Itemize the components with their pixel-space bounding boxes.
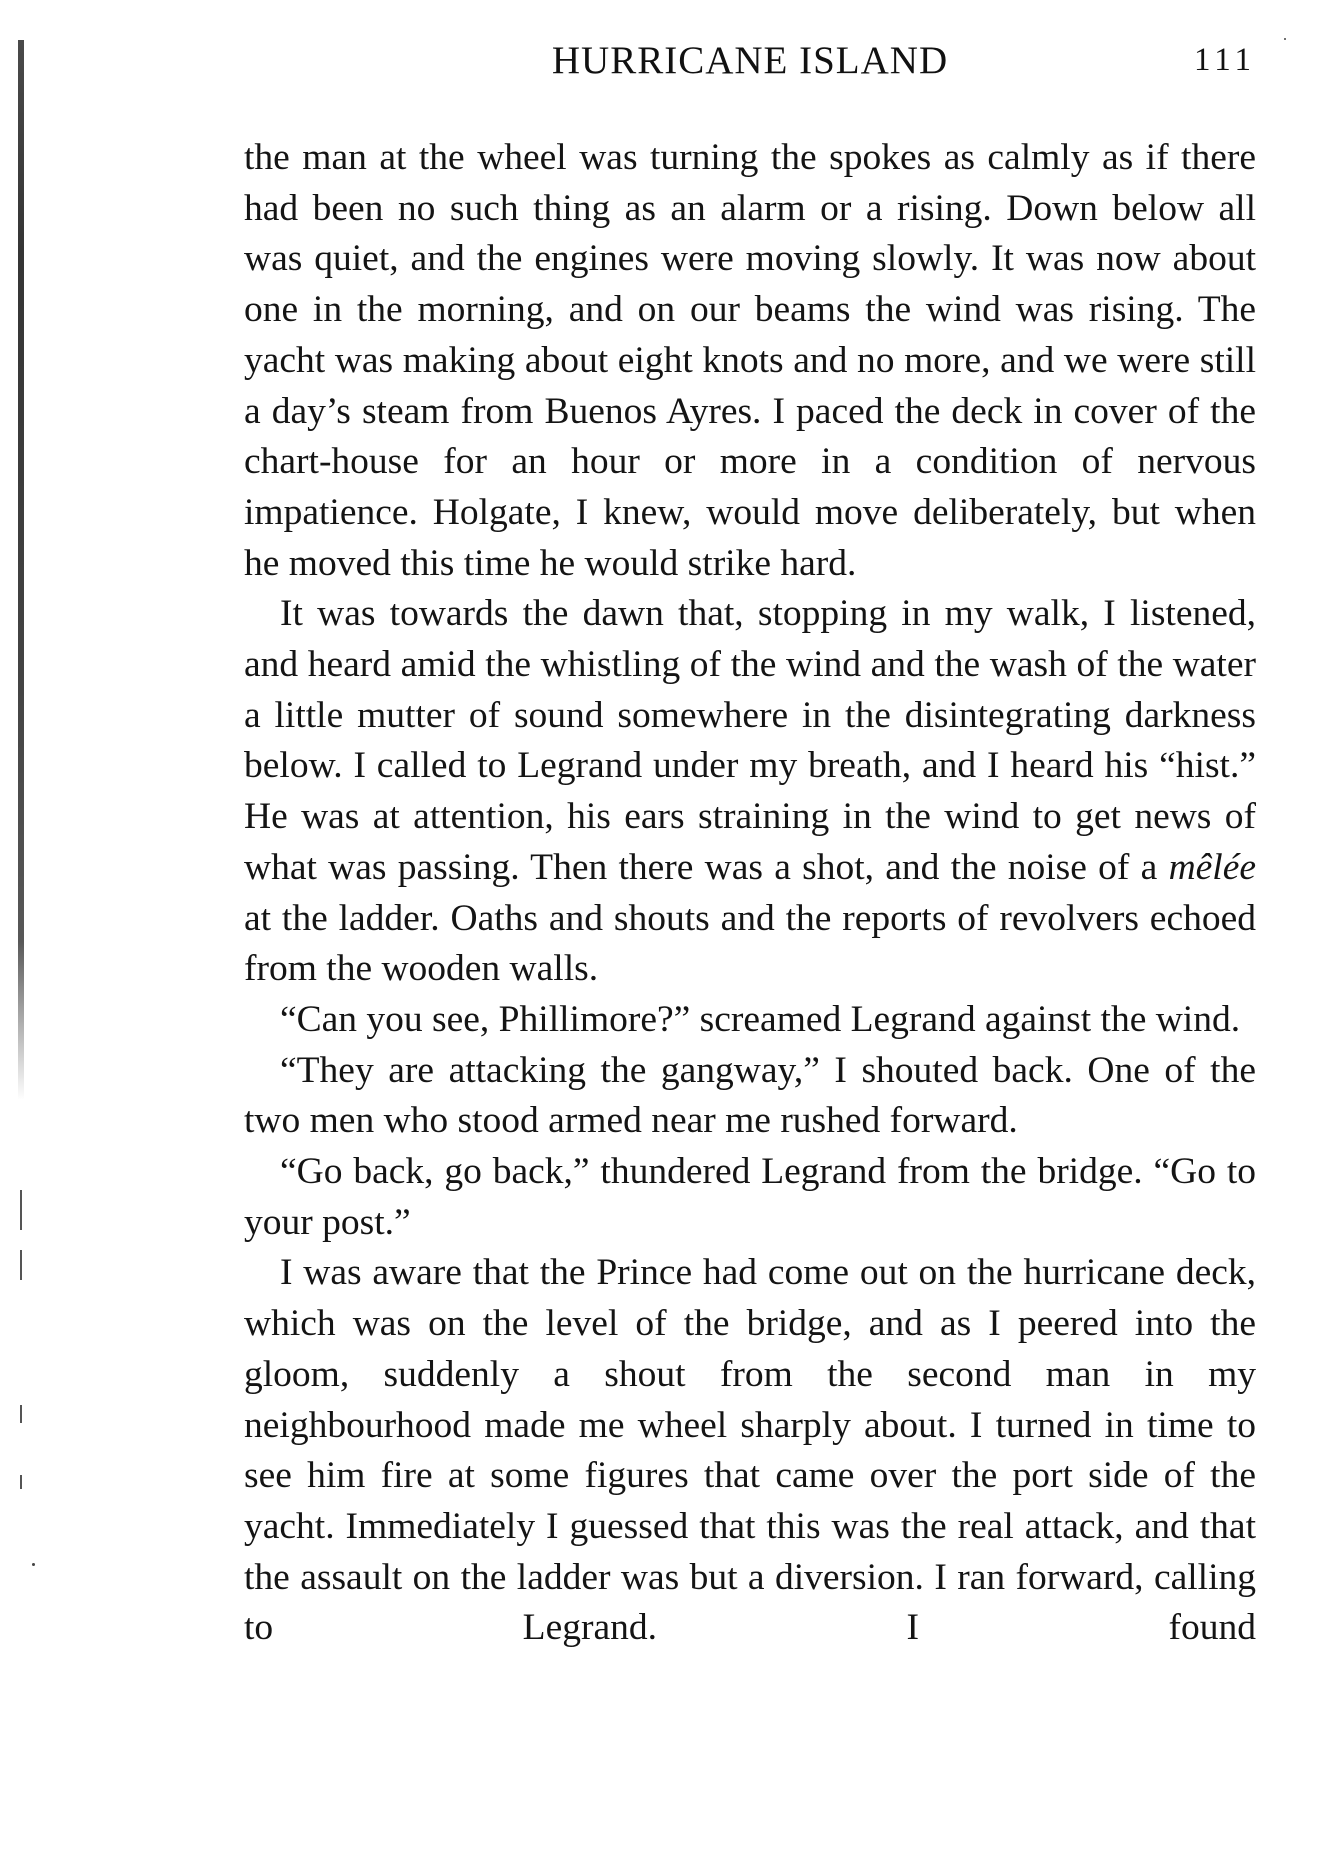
scan-speck bbox=[32, 1563, 35, 1566]
binding-mark bbox=[20, 1475, 22, 1489]
binding-mark bbox=[20, 1405, 22, 1423]
paragraph: I was aware that the Prince had come out on the hurricane deck, which was on the level of the bridge, and as I peered into the gloom, suddenly a shout from the second man in my neighbourhood made me wheel sharply about. I turned in time to see him fire at some figures that came over the port side of the yacht. Immediately I guessed that this was the real attack, and that the assault on the ladder was but a diversion. I ran forward, calling to Legrand. I found bbox=[244, 1252, 1256, 1649]
running-head bbox=[244, 38, 1256, 88]
binding-mark bbox=[20, 1250, 22, 1280]
italic-word: mêlée bbox=[1168, 846, 1256, 888]
paragraph bbox=[244, 589, 1256, 995]
scan-speck bbox=[1284, 38, 1286, 40]
page-number: 111 bbox=[1193, 42, 1256, 78]
running-title: HURRICANE ISLAND bbox=[551, 39, 949, 82]
paragraph-text: at the ladder. Oaths and shouts and the reports of revolvers echoed from the wooden walls. bbox=[244, 897, 1256, 990]
paragraph: “Go back, go back,” thundered Legrand from the bridge. “Go to your post.” bbox=[244, 1151, 1256, 1243]
body-text bbox=[244, 133, 1256, 1654]
paragraph: the man at the wheel was turning the spokes as calmly as if there had been no such thing as an alarm or a rising. Down below all was quiet, and the engines were moving slowly. It was now about one in the morning, and on our beams the wind was rising. The yacht was making about eight knots and no more, and we were still a day’s steam from Buenos Ayres. I paced the deck in cover of the chart-house for an hour or more in a condition of nervous impatience. Holgate, I knew, would move deliberately, but when he moved this time he would strike hard. bbox=[244, 137, 1256, 584]
binding-edge bbox=[18, 40, 24, 1100]
paragraph: “They are attacking the gangway,” I shouted back. One of the two men who stood armed near me rushed forward. bbox=[244, 1049, 1256, 1142]
binding-mark bbox=[20, 1190, 22, 1230]
paragraph: “Can you see, Phillimore?” screamed Legrand against the wind. bbox=[280, 998, 1241, 1040]
paragraph-text: It was towards the dawn that, stopping in my walk, I listened, and heard amid the whistling of the wind and the wash of the water a little mutter of sound somewhere in the disintegrating darkness below. I called to Legrand under my breath, and I heard his “hist.” He was at attention, his ears straining in the wind to get news of what was passing. Then there was a shot, and the noise of a bbox=[244, 593, 1256, 888]
